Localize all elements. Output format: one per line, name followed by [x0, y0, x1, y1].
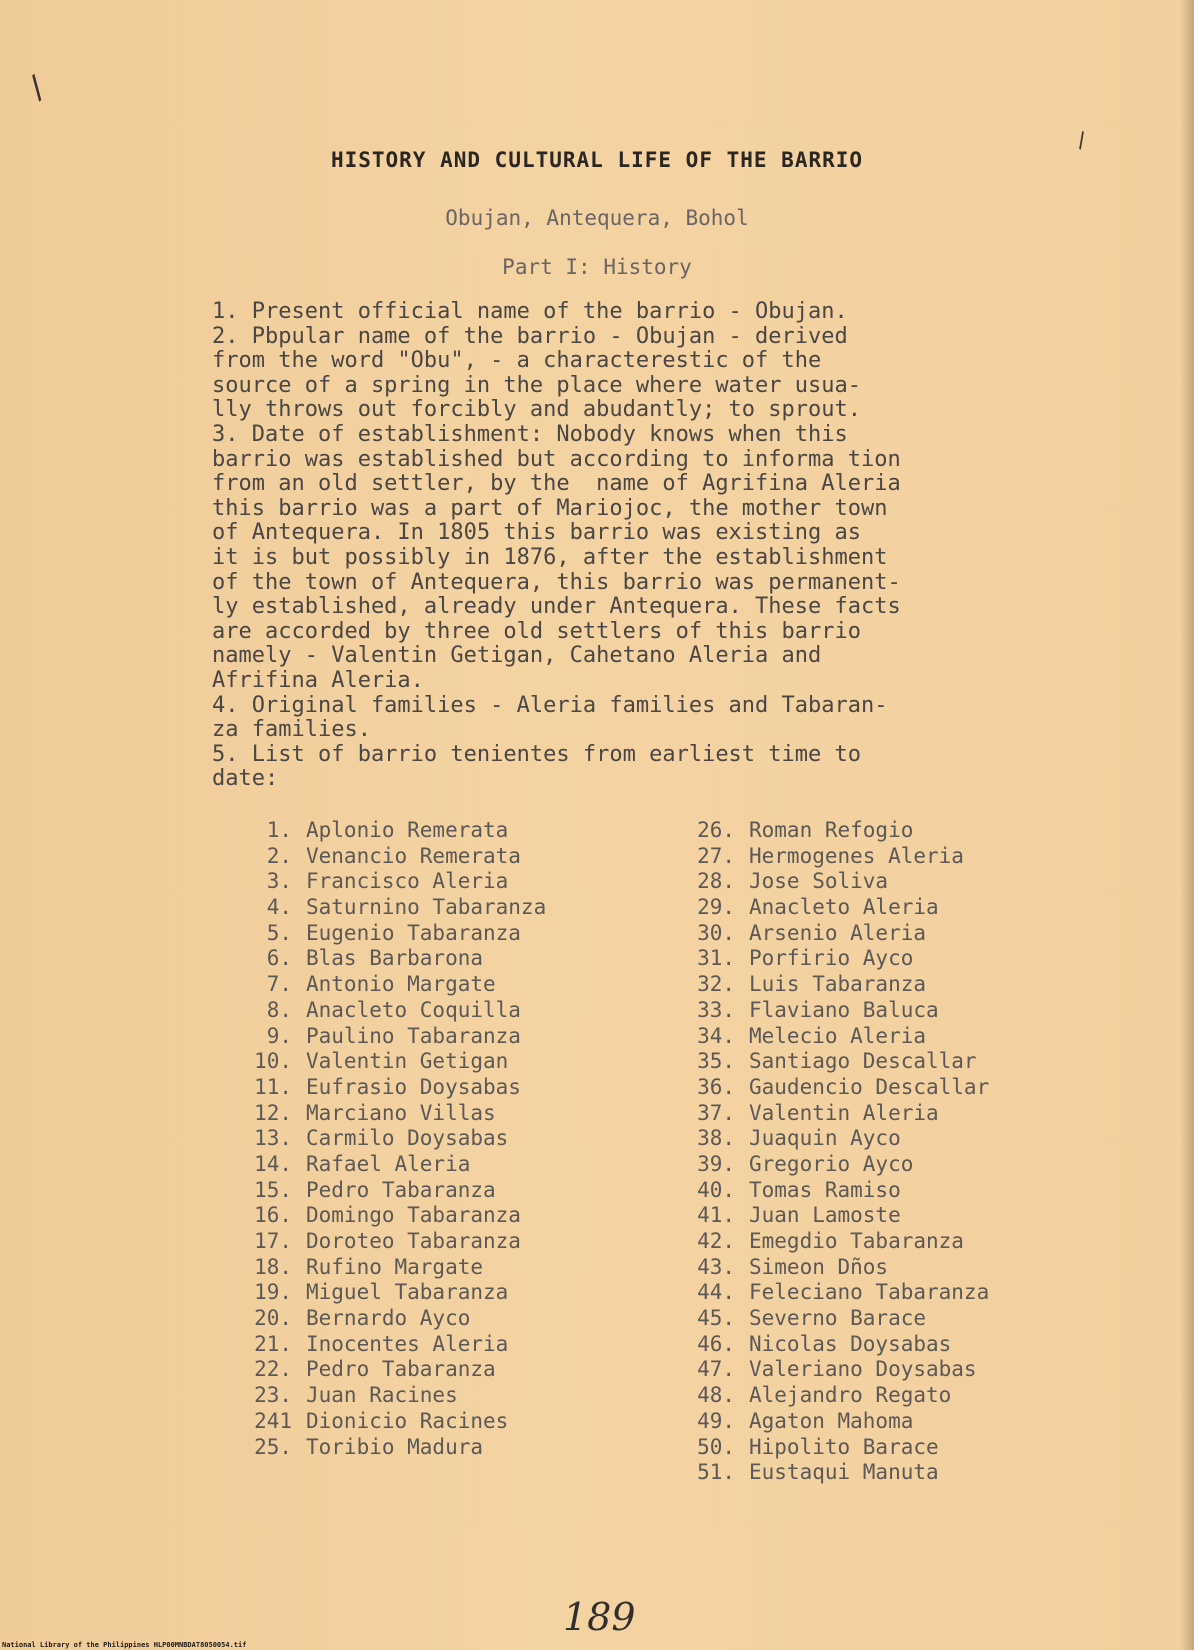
teniente-name: Bernardo Ayco: [306, 1306, 471, 1331]
teniente-number: 1.: [266, 818, 292, 842]
teniente-number: 34.: [697, 1023, 735, 1048]
teniente-number: 49.: [697, 1408, 735, 1433]
teniente-entry: [685, 1049, 1025, 1075]
teniente-number: 10.: [254, 1049, 292, 1074]
teniente-number: 12.: [254, 1100, 292, 1125]
teniente-name: Hermogenes Aleria: [749, 843, 964, 868]
teniente-number: 44.: [697, 1280, 735, 1305]
teniente-number: 30.: [697, 920, 735, 945]
teniente-entry: [685, 869, 1025, 895]
paragraph-line: 5. List of barrio tenientes from earliest time to: [212, 741, 862, 767]
teniente-name: Eugenio Tabaranza: [306, 920, 521, 945]
teniente-number: 42.: [697, 1229, 735, 1253]
teniente-entry: [242, 1152, 582, 1178]
teniente-number: 9.: [266, 1023, 292, 1048]
teniente-entry: [685, 1460, 1025, 1486]
teniente-name: Pedro Tabaranza: [306, 1177, 496, 1202]
teniente-entry: [685, 818, 1025, 844]
teniente-number: 46.: [697, 1331, 735, 1356]
page-number: 189: [563, 1595, 636, 1639]
teniente-number: 13.: [254, 1126, 292, 1151]
teniente-number: 37.: [697, 1100, 735, 1125]
paragraph-line: date:: [212, 766, 279, 792]
teniente-entry: [685, 1126, 1025, 1152]
teniente-entry: [685, 844, 1025, 870]
teniente-name: Juaquin Ayco: [749, 1126, 901, 1151]
teniente-name: Venancio Remerata: [306, 843, 521, 868]
teniente-number: 35.: [697, 1049, 735, 1074]
teniente-name: Miguel Tabaranza: [306, 1280, 509, 1305]
teniente-name: Santiago Descallar: [749, 1049, 977, 1074]
teniente-name: Severno Barace: [749, 1306, 927, 1331]
teniente-entry: [685, 1178, 1025, 1204]
teniente-name: Domingo Tabaranza: [306, 1203, 521, 1228]
teniente-name: Aplonio Remerata: [306, 818, 509, 842]
teniente-entry: [685, 1435, 1025, 1461]
paragraph-line: 4. Original families - Aleria families and Tabaran-: [212, 692, 888, 718]
teniente-entry: [242, 1383, 582, 1409]
teniente-entry: [242, 1126, 582, 1152]
teniente-number: 38.: [697, 1126, 735, 1151]
paragraph-line: are accorded by three old settlers of this barrio: [212, 618, 862, 644]
teniente-entry: [685, 1332, 1025, 1358]
paragraph-line: of the town of Antequera, this barrio was permanent-: [212, 569, 901, 595]
teniente-entry: [242, 1075, 582, 1101]
teniente-entry: [242, 844, 582, 870]
teniente-number: 32.: [697, 972, 735, 997]
paragraph-line: ly established, already under Antequera. These facts: [212, 594, 901, 620]
teniente-number: 26.: [697, 818, 735, 842]
teniente-number: 241: [254, 1408, 292, 1433]
teniente-entry: [242, 998, 582, 1024]
teniente-entry: [685, 1409, 1025, 1435]
teniente-name: Porfirio Ayco: [749, 946, 914, 971]
teniente-entry: [242, 1229, 582, 1255]
teniente-number: 14.: [254, 1151, 292, 1176]
teniente-name: Doroteo Tabaranza: [306, 1229, 521, 1253]
teniente-number: 29.: [697, 895, 735, 920]
teniente-name: Saturnino Tabaranza: [306, 895, 547, 920]
teniente-entry: [242, 1357, 582, 1383]
teniente-entry: [685, 1255, 1025, 1281]
teniente-number: 2.: [266, 843, 292, 868]
teniente-number: 16.: [254, 1203, 292, 1228]
paragraph-line: this barrio was a part of Mariojoc, the mother town: [212, 495, 888, 521]
teniente-name: Inocentes Aleria: [306, 1331, 509, 1356]
paragraph-line: barrio was established but according to informa tion: [212, 446, 901, 472]
teniente-number: 28.: [697, 869, 735, 894]
teniente-entry: [242, 1409, 582, 1435]
teniente-entry: [685, 895, 1025, 921]
teniente-number: 11.: [254, 1074, 292, 1099]
teniente-entry: [685, 1357, 1025, 1383]
teniente-name: Nicolas Doysabas: [749, 1331, 952, 1356]
teniente-entry: [242, 1255, 582, 1281]
tenientes-list-right: [685, 818, 1025, 1486]
teniente-number: 47.: [697, 1357, 735, 1382]
teniente-number: 51.: [697, 1460, 735, 1485]
teniente-name: Roman Refogio: [749, 818, 914, 842]
teniente-name: Juan Lamoste: [749, 1203, 901, 1228]
teniente-number: 41.: [697, 1203, 735, 1228]
teniente-entry: [242, 1178, 582, 1204]
teniente-number: 15.: [254, 1177, 292, 1202]
paragraph-line: from the word "Obu", - a characterestic of the: [212, 348, 822, 374]
teniente-number: 17.: [254, 1229, 292, 1253]
teniente-number: 3.: [266, 869, 292, 894]
teniente-number: 20.: [254, 1306, 292, 1331]
teniente-entry: [685, 1280, 1025, 1306]
teniente-number: 31.: [697, 946, 735, 971]
teniente-name: Eufrasio Doysabas: [306, 1074, 521, 1099]
history-paragraph: [212, 300, 1112, 792]
document-subtitle: Obujan, Antequera, Bohol: [445, 206, 749, 230]
teniente-name: Valentin Aleria: [749, 1100, 939, 1125]
teniente-name: Valentin Getigan: [306, 1049, 509, 1074]
paragraph-line: 1. Present official name of the barrio - Obujan.: [212, 299, 848, 324]
teniente-entry: [242, 1280, 582, 1306]
teniente-entry: [685, 998, 1025, 1024]
teniente-number: 50.: [697, 1434, 735, 1459]
teniente-number: 48.: [697, 1383, 735, 1408]
teniente-name: Pedro Tabaranza: [306, 1357, 496, 1382]
teniente-name: Luis Tabaranza: [749, 972, 927, 997]
teniente-entry: [242, 1435, 582, 1461]
teniente-number: 22.: [254, 1357, 292, 1382]
paragraph-line: from an old settler, by the name of Agrifina Aleria: [212, 471, 901, 497]
teniente-entry: [242, 1332, 582, 1358]
section-heading: Part I: History: [502, 255, 692, 279]
paragraph-line: it is but possibly in 1876, after the establishment: [212, 544, 888, 570]
teniente-number: 40.: [697, 1177, 735, 1202]
teniente-name: Eustaqui Manuta: [749, 1460, 939, 1485]
teniente-name: Anacleto Coquilla: [306, 997, 521, 1022]
teniente-number: 21.: [254, 1331, 292, 1356]
paragraph-line: 3. Date of establishment: Nobody knows when this: [212, 421, 848, 447]
teniente-number: 18.: [254, 1254, 292, 1279]
teniente-name: Tomas Ramiso: [749, 1177, 901, 1202]
teniente-entry: [242, 1306, 582, 1332]
paragraph-line: 2. Pbpular name of the barrio - Obujan - derived: [212, 323, 848, 349]
teniente-name: Dionicio Racines: [306, 1408, 509, 1433]
teniente-entry: [242, 895, 582, 921]
teniente-number: 27.: [697, 843, 735, 868]
teniente-name: Antonio Margate: [306, 972, 496, 997]
teniente-entry: [242, 921, 582, 947]
teniente-name: Feleciano Tabaranza: [749, 1280, 990, 1305]
teniente-name: Alejandro Regato: [749, 1383, 952, 1408]
teniente-entry: [242, 869, 582, 895]
teniente-number: 45.: [697, 1306, 735, 1331]
teniente-name: Arsenio Aleria: [749, 920, 927, 945]
teniente-number: 33.: [697, 997, 735, 1022]
teniente-entry: [685, 1101, 1025, 1127]
teniente-number: 19.: [254, 1280, 292, 1305]
teniente-name: Flaviano Baluca: [749, 997, 939, 1022]
teniente-entry: [242, 1101, 582, 1127]
teniente-name: Anacleto Aleria: [749, 895, 939, 920]
teniente-name: Gregorio Ayco: [749, 1151, 914, 1176]
teniente-number: 4.: [266, 895, 292, 920]
teniente-name: Juan Racines: [306, 1383, 458, 1408]
teniente-number: 5.: [266, 920, 292, 945]
teniente-number: 7.: [266, 972, 292, 997]
paragraph-line: namely - Valentin Getigan, Cahetano Aleria and: [212, 643, 822, 669]
teniente-number: 23.: [254, 1383, 292, 1408]
teniente-entry: [685, 1152, 1025, 1178]
teniente-entry: [685, 1203, 1025, 1229]
teniente-name: Francisco Aleria: [306, 869, 509, 894]
tenientes-list-left: [242, 818, 582, 1460]
teniente-name: Hipolito Barace: [749, 1434, 939, 1459]
pen-mark: /: [18, 68, 56, 107]
paragraph-line: of Antequera. In 1805 this barrio was existing as: [212, 520, 862, 546]
teniente-entry: [685, 946, 1025, 972]
teniente-name: Valeriano Doysabas: [749, 1357, 977, 1382]
teniente-entry: [685, 972, 1025, 998]
paragraph-line: lly throws out forcibly and abudantly; to sprout.: [212, 397, 862, 423]
teniente-entry: [242, 818, 582, 844]
teniente-number: 25.: [254, 1434, 292, 1459]
teniente-name: Jose Soliva: [749, 869, 889, 894]
teniente-name: Emegdio Tabaranza: [749, 1229, 964, 1253]
teniente-entry: [685, 1075, 1025, 1101]
teniente-number: 8.: [266, 997, 292, 1022]
teniente-entry: [685, 1306, 1025, 1332]
teniente-entry: [242, 972, 582, 998]
teniente-name: Rufino Margate: [306, 1254, 484, 1279]
page-edge-shadow: [1180, 0, 1194, 1650]
teniente-name: Toribio Madura: [306, 1434, 484, 1459]
teniente-entry: [242, 946, 582, 972]
teniente-name: Rafael Aleria: [306, 1151, 471, 1176]
teniente-entry: [242, 1049, 582, 1075]
teniente-name: Marciano Villas: [306, 1100, 496, 1125]
paragraph-line: Afrifina Aleria.: [212, 667, 424, 693]
teniente-name: Gaudencio Descallar: [749, 1074, 990, 1099]
document-title: HISTORY AND CULTURAL LIFE OF THE BARRIO: [330, 148, 864, 172]
archive-footer: National Library of the Philippines HLP00MNBDAT8050054.tif: [2, 1641, 247, 1649]
teniente-entry: [685, 1229, 1025, 1255]
teniente-name: Agaton Mahoma: [749, 1408, 914, 1433]
teniente-number: 6.: [266, 946, 292, 971]
paragraph-line: za families.: [212, 717, 371, 743]
teniente-name: Carmilo Doysabas: [306, 1126, 509, 1151]
teniente-entry: [685, 921, 1025, 947]
teniente-name: Blas Barbarona: [306, 946, 484, 971]
teniente-entry: [685, 1383, 1025, 1409]
pen-mark: \: [1070, 126, 1094, 154]
teniente-name: Paulino Tabaranza: [306, 1023, 521, 1048]
teniente-number: 39.: [697, 1151, 735, 1176]
teniente-entry: [685, 1024, 1025, 1050]
teniente-name: Melecio Aleria: [749, 1023, 927, 1048]
teniente-entry: [242, 1024, 582, 1050]
teniente-number: 36.: [697, 1074, 735, 1099]
paragraph-line: source of a spring in the place where water usua-: [212, 372, 862, 398]
teniente-number: 43.: [697, 1254, 735, 1279]
teniente-entry: [242, 1203, 582, 1229]
teniente-name: Simeon Dños: [749, 1254, 889, 1279]
